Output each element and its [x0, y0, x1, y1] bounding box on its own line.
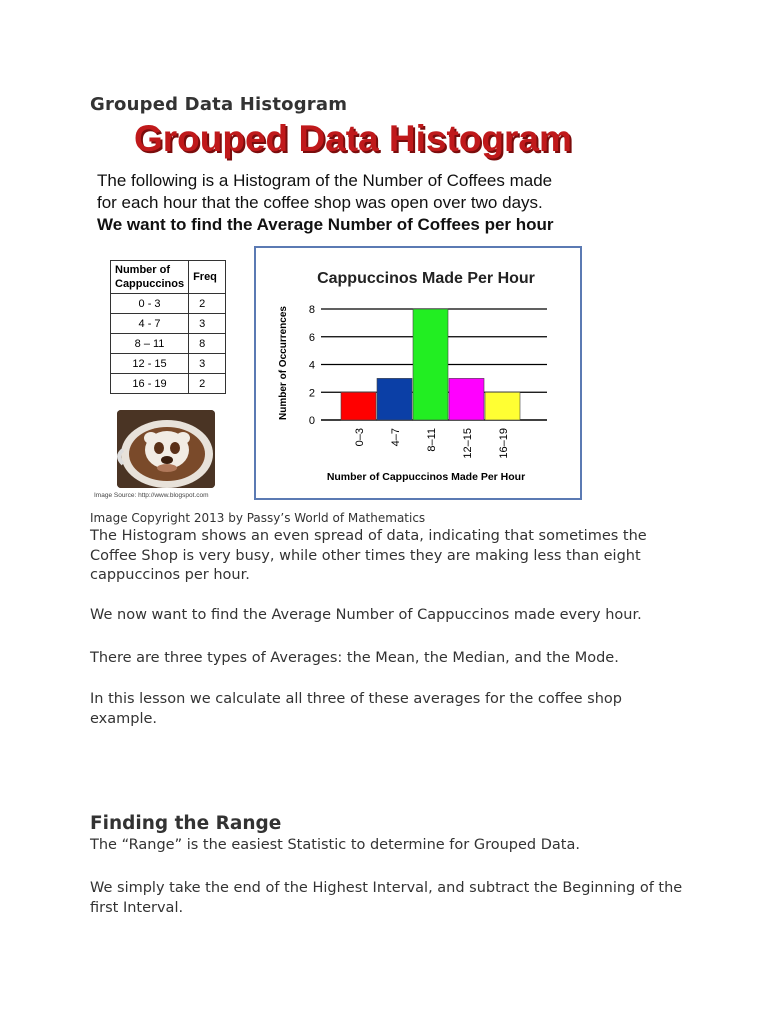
intro-line: for each hour that the coffee shop was open over two days. — [97, 193, 543, 212]
coffee-cup-image — [117, 410, 215, 488]
table-header-row — [111, 261, 226, 294]
section-heading: Finding the Range — [90, 813, 282, 834]
paragraph: We now want to find the Average Number of Cappuccinos made every hour. — [90, 607, 642, 623]
graphic-title: Grouped Data Histogram — [134, 118, 572, 159]
y-tick-label: 2 — [308, 387, 315, 400]
table-cell-freq: 8 — [189, 334, 226, 354]
histogram-graphic — [90, 118, 590, 506]
table-cell-interval: 4 - 7 — [111, 314, 189, 334]
paragraph: We simply take the end of the Highest Interval, and subtract the Beginning of the first Interval. — [90, 880, 683, 916]
table-cell-interval: 0 - 3 — [111, 294, 189, 314]
coffee-photo — [117, 410, 215, 488]
table-row — [111, 354, 226, 374]
table-cell-interval: 16 - 19 — [111, 374, 189, 394]
table-row — [111, 314, 226, 334]
page-title: Grouped Data Histogram — [90, 94, 348, 115]
histogram-bar — [377, 378, 412, 420]
x-tick-label: 8–11 — [426, 428, 438, 452]
y-tick-label: 4 — [308, 359, 315, 372]
photo-source-caption: Image Source: http://www.blogspot.com — [94, 492, 209, 499]
x-tick-label: 12–15 — [462, 428, 474, 459]
frequency-table — [110, 260, 226, 394]
x-tick-label: 4–7 — [390, 428, 402, 447]
chart-frame — [254, 246, 582, 500]
y-tick-label: 8 — [308, 304, 315, 316]
table-row — [111, 334, 226, 354]
graphic-intro — [97, 170, 617, 236]
histogram-chart — [256, 248, 580, 498]
x-axis-label: Number of Cappuccinos Made Per Hour — [326, 471, 526, 483]
paragraph: The “Range” is the easiest Statistic to determine for Grouped Data. — [90, 837, 580, 853]
y-axis-label: Number of Occurrences — [278, 306, 289, 420]
histogram-bar — [341, 392, 376, 420]
x-tick-label: 0–3 — [354, 428, 366, 447]
histogram-bar — [449, 378, 484, 420]
table-cell-freq: 3 — [189, 354, 226, 374]
chart-title: Cappuccinos Made Per Hour — [317, 270, 535, 287]
table-cell-freq: 3 — [189, 314, 226, 334]
table-header-interval: Number of Cappuccinos — [111, 261, 189, 294]
paragraph: There are three types of Averages: the Mean, the Median, and the Mode. — [90, 650, 619, 666]
y-tick-label: 6 — [308, 331, 315, 344]
table-cell-freq: 2 — [189, 294, 226, 314]
table-row — [111, 294, 226, 314]
intro-line: The following is a Histogram of the Number of Coffees made — [97, 171, 553, 190]
y-tick-label: 0 — [308, 415, 315, 427]
intro-line-bold: We want to find the Average Number of Coffees per hour — [97, 215, 554, 234]
paragraph: The Histogram shows an even spread of data, indicating that sometimes the Coffee Shop is very busy, while other times they are making less than eight cappuccinos per hour. — [90, 528, 647, 583]
image-copyright: Image Copyright 2013 by Passy’s World of Mathematics — [90, 511, 426, 525]
table-row — [111, 374, 226, 394]
histogram-bar — [485, 392, 520, 420]
table-cell-freq: 2 — [189, 374, 226, 394]
histogram-bar — [413, 309, 448, 420]
paragraph: In this lesson we calculate all three of these averages for the coffee shop example. — [90, 691, 623, 727]
table-cell-interval: 8 – 11 — [111, 334, 189, 354]
table-header-freq: Freq — [189, 261, 226, 294]
x-tick-label: 16–19 — [498, 428, 510, 459]
table-cell-interval: 12 - 15 — [111, 354, 189, 374]
